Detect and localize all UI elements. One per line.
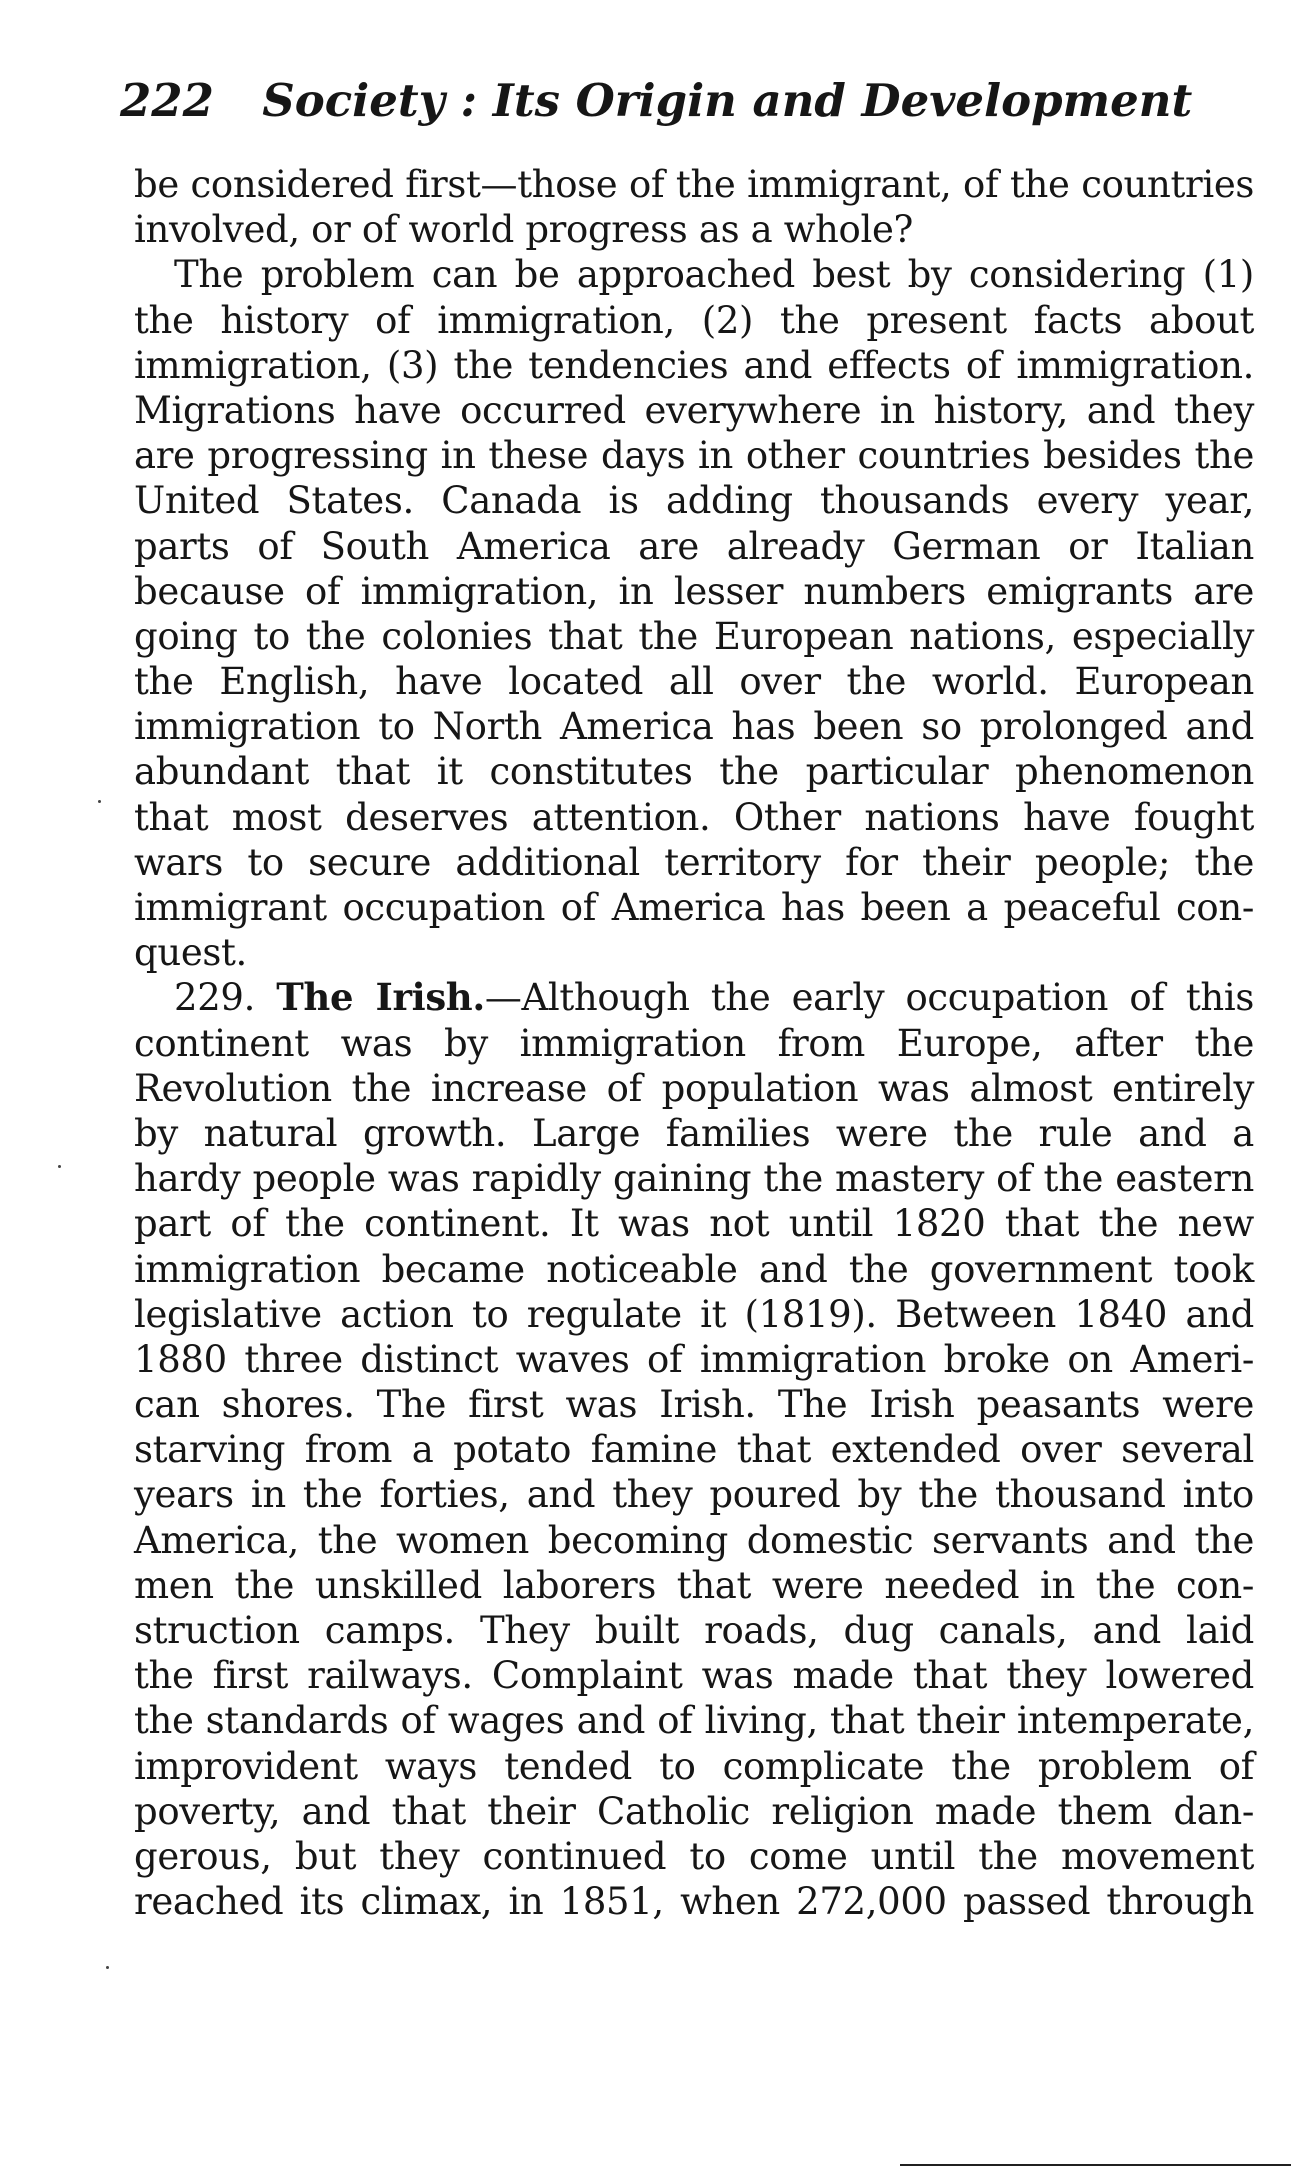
text-line: starving from a potato famine that extended over several bbox=[134, 1428, 1254, 1472]
section-heading: The Irish. bbox=[276, 975, 485, 1020]
scan-speck bbox=[98, 800, 101, 803]
body-text bbox=[134, 162, 1254, 1924]
text-line: hardy people was rapidly gaining the mastery of the eastern bbox=[134, 1157, 1254, 1201]
text-line: continent was by immigration from Europe, after the bbox=[134, 1021, 1254, 1065]
text-line: part of the continent. It was not until 1820 that the new bbox=[134, 1202, 1254, 1246]
section-number: 229. bbox=[174, 976, 255, 1020]
text-line: the first railways. Complaint was made that they lowered bbox=[134, 1654, 1254, 1698]
text-line: be considered first—those of the immigrant, of the countries bbox=[134, 163, 1254, 206]
text-line: going to the colonies that the European nations, especially bbox=[134, 614, 1254, 658]
section-first-line-text: —Although the early occupation of this bbox=[484, 976, 1254, 1020]
text-line: wars to secure additional territory for their people; the bbox=[134, 840, 1254, 884]
text-line: years in the forties, and they poured by the thousand into bbox=[134, 1473, 1254, 1517]
text-line: gerous, but they continued to come until the movement bbox=[134, 1834, 1254, 1878]
text-line: legislative action to regulate it (1819). Between 1840 and bbox=[134, 1292, 1254, 1336]
running-title: Society : Its Origin and Development bbox=[262, 74, 1193, 127]
text-line: immigrant occupation of America has been a peaceful con- bbox=[134, 886, 1254, 929]
text-line: 1880 three distinct waves of immigration broke on Ameri- bbox=[134, 1337, 1254, 1381]
text-line: The problem can be approached best by considering (1) bbox=[174, 253, 1254, 297]
text-line: involved, or of world progress as a whole? bbox=[134, 208, 913, 252]
text-line: improvident ways tended to complicate the problem of bbox=[134, 1744, 1254, 1788]
text-line: Revolution the increase of population was almost entirely bbox=[134, 1066, 1254, 1110]
text-line: that most deserves attention. Other nations have fought bbox=[134, 795, 1254, 839]
scan-speck bbox=[106, 1966, 109, 1969]
text-line: the standards of wages and of living, that their intemperate, bbox=[134, 1699, 1254, 1743]
text-line: the history of immigration, (2) the present facts about bbox=[134, 298, 1254, 342]
text-line: the English, have located all over the world. European bbox=[134, 660, 1254, 704]
text-line: can shores. The first was Irish. The Irish peasants were bbox=[134, 1383, 1254, 1427]
page-number: 222 bbox=[120, 74, 214, 127]
scan-speck bbox=[58, 1165, 61, 1168]
text-line: by natural growth. Large families were the rule and a bbox=[134, 1111, 1254, 1155]
text-line: are progressing in these days in other countries besides the bbox=[134, 434, 1254, 478]
text-line: men the unskilled laborers that were needed in the con- bbox=[134, 1563, 1254, 1607]
text-line: immigration to North America has been so prolonged and bbox=[134, 705, 1254, 749]
text-line: poverty, and that their Catholic religion made them dan- bbox=[134, 1789, 1254, 1833]
text-line: Migrations have occurred everywhere in history, and they bbox=[134, 388, 1254, 432]
page-edge-rule bbox=[900, 2164, 1291, 2166]
running-head bbox=[120, 66, 1193, 136]
text-line: parts of South America are already German or Italian bbox=[134, 524, 1254, 568]
section-first-line bbox=[134, 975, 1254, 1020]
text-line: reached its climax, in 1851, when 272,000 passed through bbox=[134, 1880, 1254, 1924]
text-line: United States. Canada is adding thousands every year, bbox=[134, 479, 1254, 523]
text-line: because of immigration, in lesser numbers emigrants are bbox=[134, 569, 1254, 613]
text-line: abundant that it constitutes the particular phenomenon bbox=[134, 750, 1254, 794]
text-line: quest. bbox=[134, 931, 247, 975]
text-line: immigration became noticeable and the government took bbox=[134, 1247, 1254, 1291]
text-line: America, the women becoming domestic servants and the bbox=[134, 1518, 1254, 1562]
text-line: struction camps. They built roads, dug canals, and laid bbox=[134, 1609, 1254, 1652]
text-line: immigration, (3) the tendencies and effects of immigration. bbox=[134, 343, 1254, 387]
